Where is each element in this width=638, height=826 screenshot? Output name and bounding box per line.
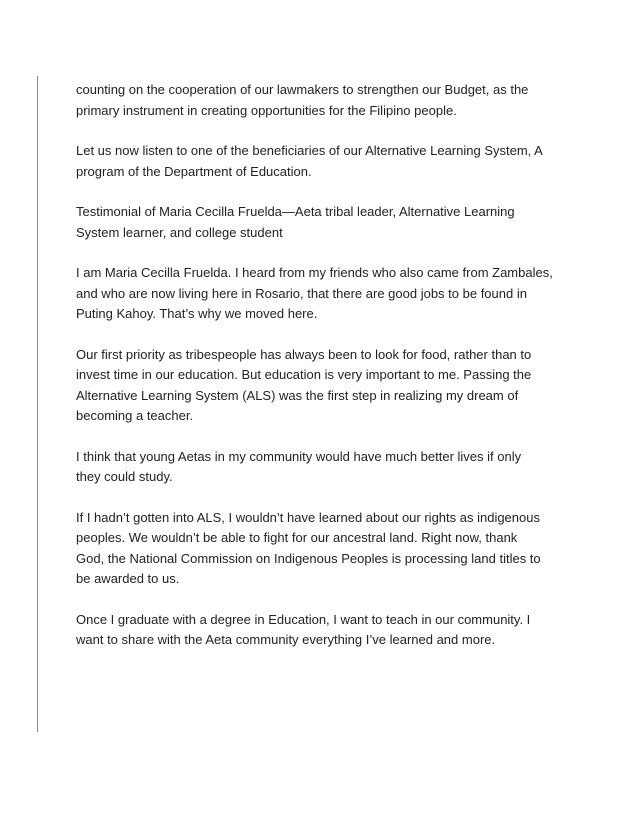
text-line: Once I graduate with a degree in Education, I want to teach in our community. I — [76, 611, 531, 627]
text-line: want to share with the Aeta community everything I’ve learned and more. — [76, 632, 496, 647]
paragraph — [76, 202, 576, 243]
text-line: If I hadn’t gotten into ALS, I wouldn’t have learned about our rights as indigenous — [76, 509, 540, 525]
paragraph — [76, 610, 576, 651]
text-line: program of the Department of Education. — [76, 163, 312, 179]
text-line: System learner, and college student — [76, 224, 283, 240]
text-line: Testimonial of Maria Cecilla Fruelda—Aeta tribal leader, Alternative Learning — [76, 204, 515, 219]
paragraph — [76, 345, 576, 427]
text-line: becoming a teacher. — [76, 408, 194, 423]
text-line: they could study. — [76, 469, 173, 484]
paragraph — [76, 141, 576, 182]
text-line: I think that young Aetas in my community would have much better lives if only — [76, 448, 522, 464]
text-line: peoples. We wouldn’t be able to fight for our ancestral land. Right now, thank — [76, 530, 518, 545]
text-line: Alternative Learning System (ALS) was the first step in realizing my dream of — [76, 387, 519, 403]
text-line: Let us now listen to one of the beneficiaries of our Alternative Learning System, A — [76, 143, 543, 158]
text-line: counting on the cooperation of our lawmakers to strengthen our Budget, as the — [76, 82, 529, 97]
paragraph — [76, 263, 576, 325]
text-line: invest time in our education. But education is very important to me. Passing the — [76, 367, 532, 382]
paragraph — [76, 80, 576, 121]
text-line: and who are now living here in Rosario, that there are good jobs to be found in — [76, 285, 527, 301]
text-line: primary instrument in creating opportunities for the Filipino people. — [76, 102, 457, 118]
document-body — [76, 80, 576, 671]
text-line: I am Maria Cecilla Fruelda. I heard from my friends who also came from Zambales, — [76, 265, 553, 280]
margin-rule — [37, 76, 38, 732]
text-line: God, the National Commission on Indigenous Peoples is processing land titles to — [76, 550, 541, 566]
paragraph — [76, 508, 576, 590]
paragraph — [76, 447, 576, 488]
text-line: be awarded to us. — [76, 571, 180, 586]
text-line: Our first priority as tribespeople has always been to look for food, rather than to — [76, 346, 532, 362]
text-line: Puting Kahoy. That’s why we moved here. — [76, 306, 318, 321]
